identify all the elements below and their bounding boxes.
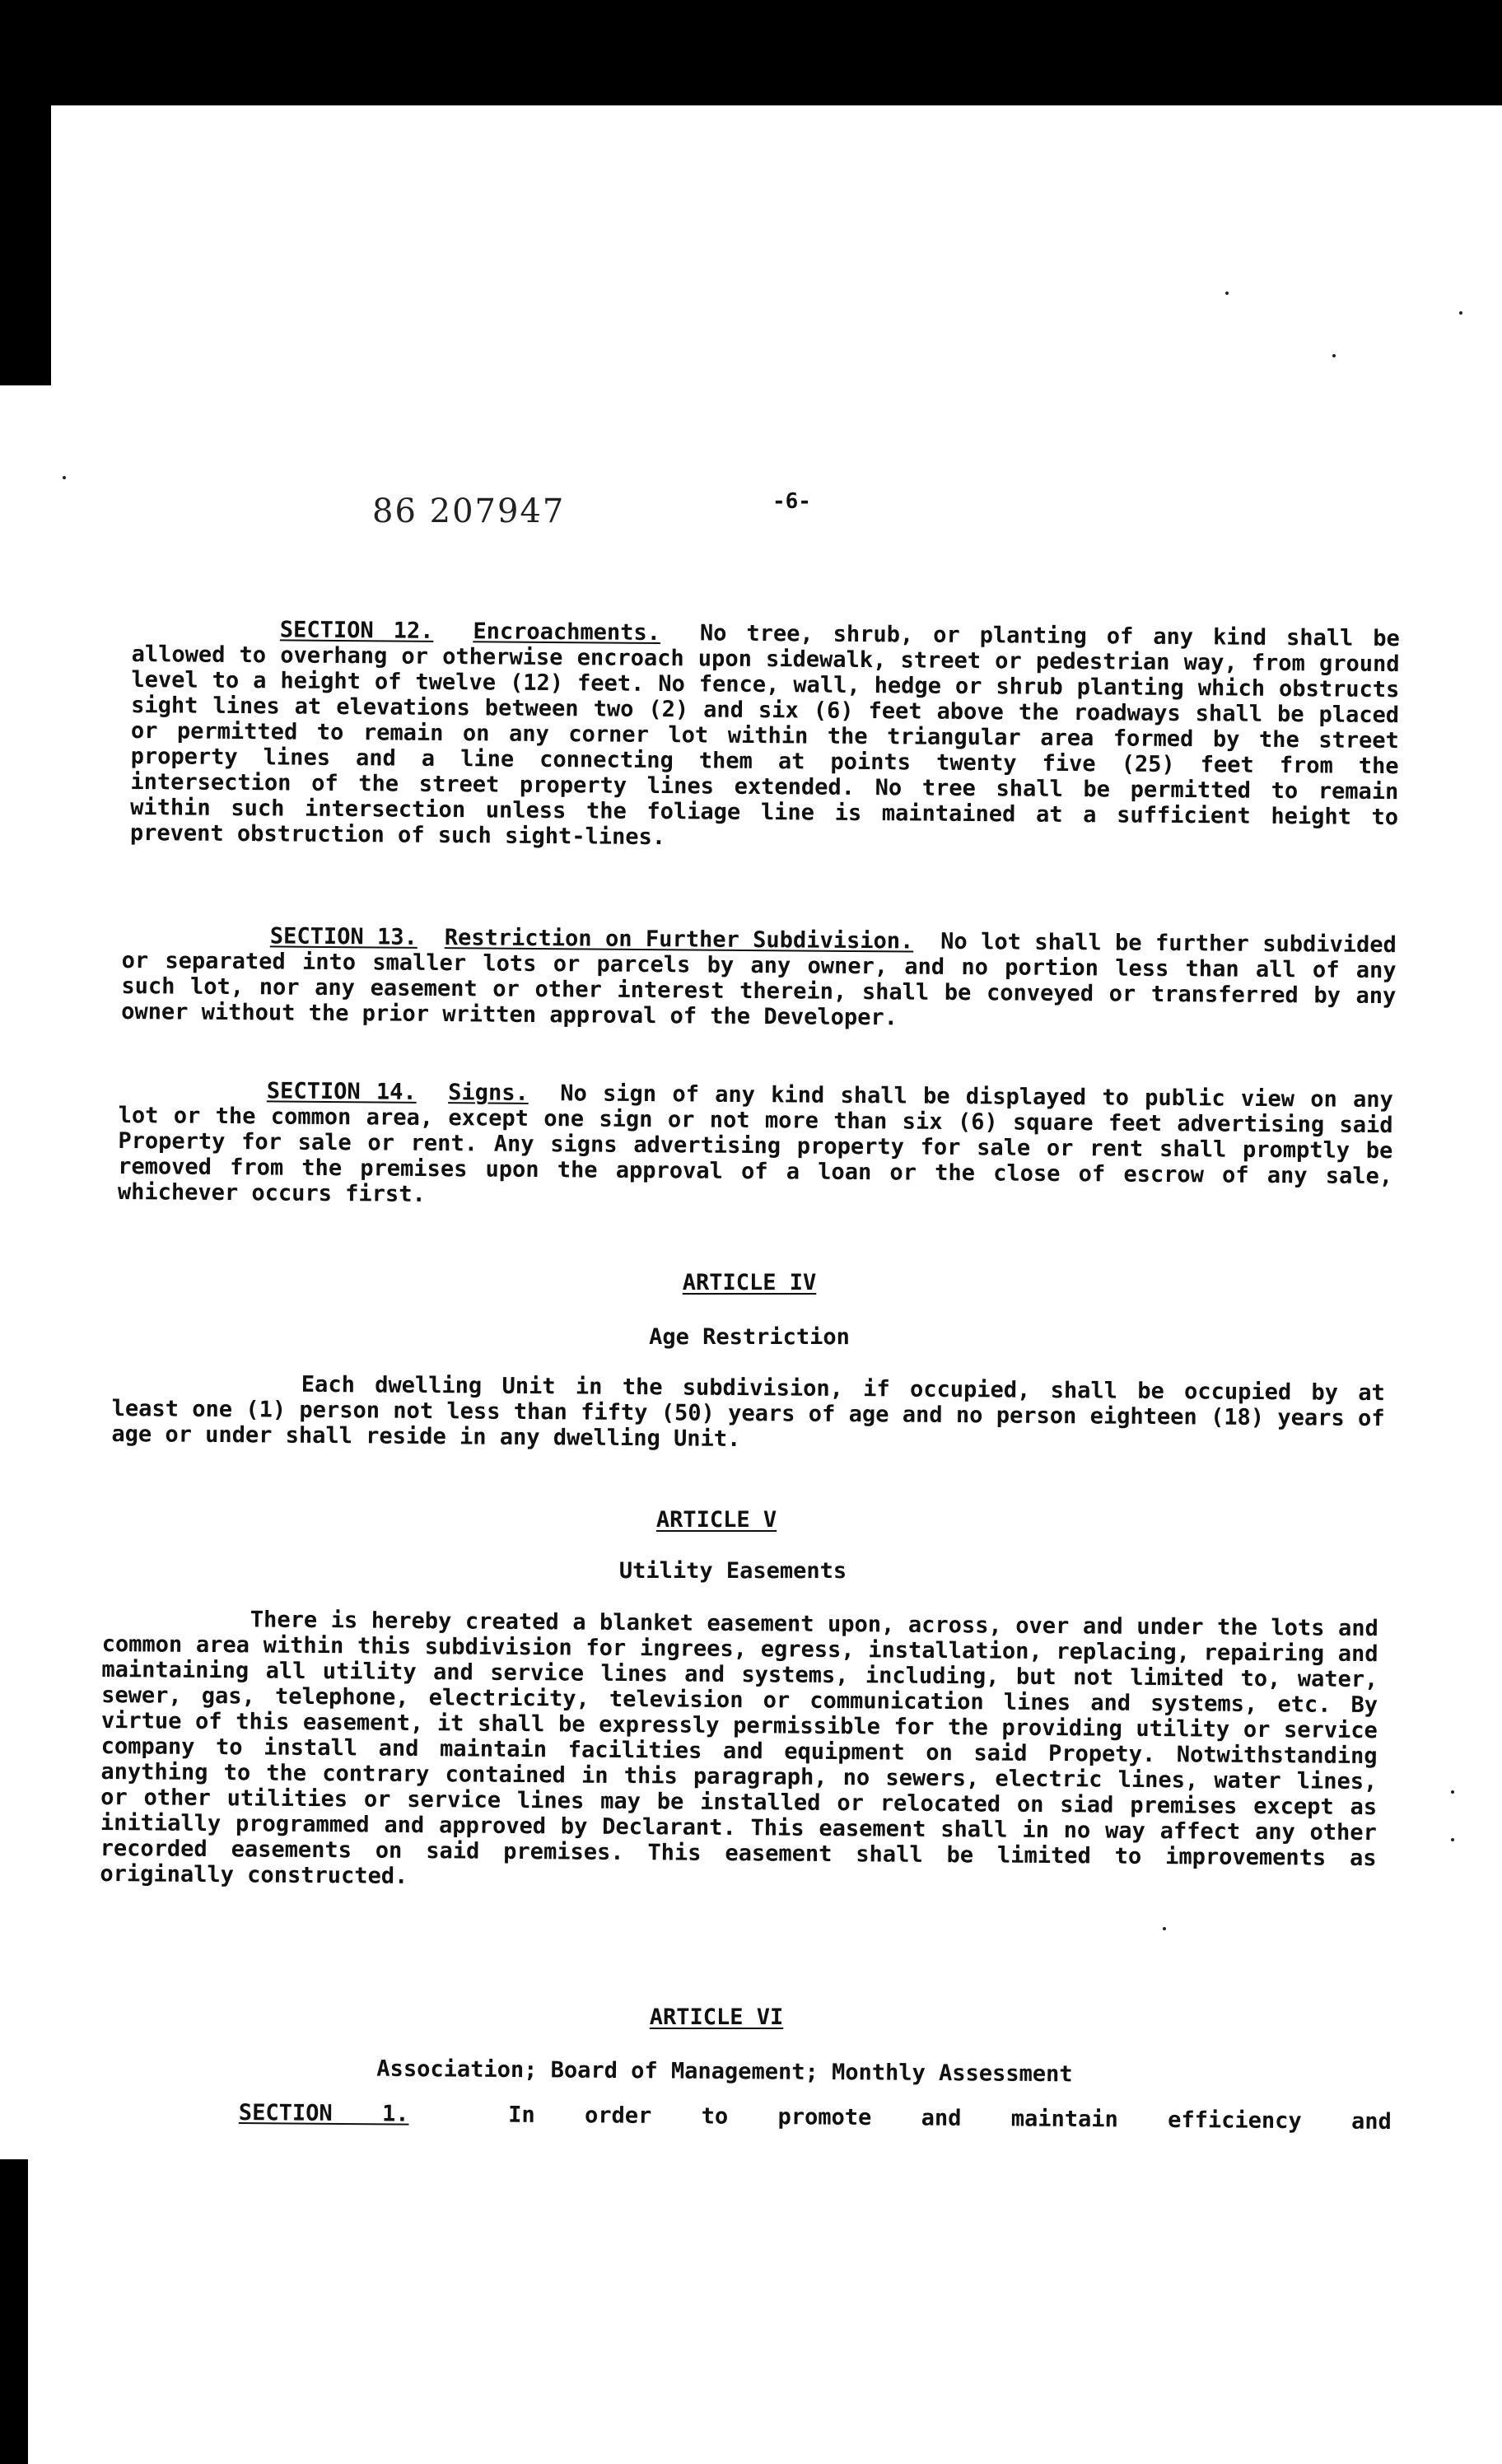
article-6-section-1-label: SECTION 1. — [238, 2100, 409, 2127]
document-number: 86 207947 — [372, 492, 566, 530]
section-14-label: SECTION 14. — [266, 1078, 417, 1105]
section-13-text: No lot shall be further subdivided or separated into smaller lots or parcels by any owner, and no portion less than all of any such lot, nor any easement or other interest therein, shall be conveyed or transferred by any owner without the prior written approval of the Developer. — [121, 928, 1397, 1031]
section-13-title: Restriction on Further Subdivision. — [444, 925, 914, 954]
scan-speck — [1451, 1790, 1454, 1794]
article-6-heading: ARTICLE VI — [649, 2004, 784, 2030]
article-5-subheading: Utility Easements — [618, 1558, 847, 1584]
scan-speck — [1163, 1927, 1166, 1930]
article-4-text: Each dwelling Unit in the subdivision, if occupied, shall be occupied by at least one (1) person not less than fifty (50) years of age and no person eighteen (18) years of age or under shall reside in any dwelling Unit. — [111, 1371, 1385, 1452]
article-6-section-1-text: In order to promote and maintain efficiency and — [508, 2102, 1392, 2135]
section-14-title: Signs. — [448, 1080, 529, 1106]
scan-speck — [1332, 354, 1336, 357]
scan-speck — [63, 476, 66, 479]
scan-speck — [1451, 1838, 1454, 1841]
section-12-text: No tree, shrub, or planting of any kind shall be allowed to overhang or otherwise encroach upon sidewalk, street or pedestrian way, from ground level to a height of twelve (12) feet. No fence, wall, hedge or shrub planting which obstructs sight lines at elevations between two (2) and six (6) feet above the roadways shall be placed or permitted to remain on any corner lot within the triangular area formed by the street property lines and a line connecting them at points twenty five (25) feet from the intersection of the street property lines extended. No tree shall be permitted to remain within such intersection unless the foliage line is maintained at a sufficient height to prevent obstruction of such sight-lines. — [129, 620, 1400, 851]
article-4-paragraph — [111, 1370, 1385, 1457]
section-14-paragraph — [118, 1077, 1393, 1215]
scan-border-left — [0, 105, 51, 385]
article-4-heading: ARTICLE IV — [682, 1270, 817, 1295]
scan-speck — [1225, 292, 1229, 295]
article-6-section-1-paragraph — [239, 2100, 1392, 2135]
scan-speck — [1459, 311, 1462, 315]
article-6-subheading: Association; Board of Management; Monthly Assessment — [376, 2056, 1073, 2088]
page-number: -6- — [772, 489, 811, 514]
section-13-paragraph — [121, 922, 1397, 1034]
section-13-label: SECTION 13. — [269, 923, 418, 950]
section-12-title: Encroachments. — [473, 618, 661, 646]
article-5-text: There is hereby created a blanket easement upon, across, over and under the lots and common area within this subdivision for ingrees, egress, installation, replacing, repairing and maintaining all utility and service lines and systems, including, but not limited to, water, sewer, gas, telephone, electricity, television or communication lines and systems, etc. By virtue of this easement, it shall be expressly permissible for the providing utility or service company to install and maintain facilities and equipment on said Propety. Notwithstanding anything to the contrary contained in this paragraph, no sewers, electric lines, water lines, or other utilities or service lines may be installed or relocated on siad premises except as initially programmed and approved by Declarant. This easement shall in no way affect any other recorded easements on said premises. This easement shall be limited to improvements as originally constructed. — [100, 1607, 1378, 1889]
section-12-paragraph — [130, 616, 1400, 856]
section-14-text: No sign of any kind shall be displayed to public view on any lot or the common area, except one sign or not more than six (6) square feet advertising said Property for sale or rent. Any signs advertising property for sale or rent shall promptly be removed from the premises upon the approval of a loan or the close of escrow of any sale, whichever occurs first. — [117, 1080, 1393, 1207]
section-12-label: SECTION 12. — [279, 617, 434, 644]
article-5-heading: ARTICLE V — [655, 1507, 777, 1533]
scan-border-top — [0, 0, 1502, 105]
article-4-subheading: Age Restriction — [649, 1324, 850, 1350]
article-5-paragraph — [100, 1606, 1378, 1897]
scan-border-bottom-left — [0, 2159, 28, 2464]
